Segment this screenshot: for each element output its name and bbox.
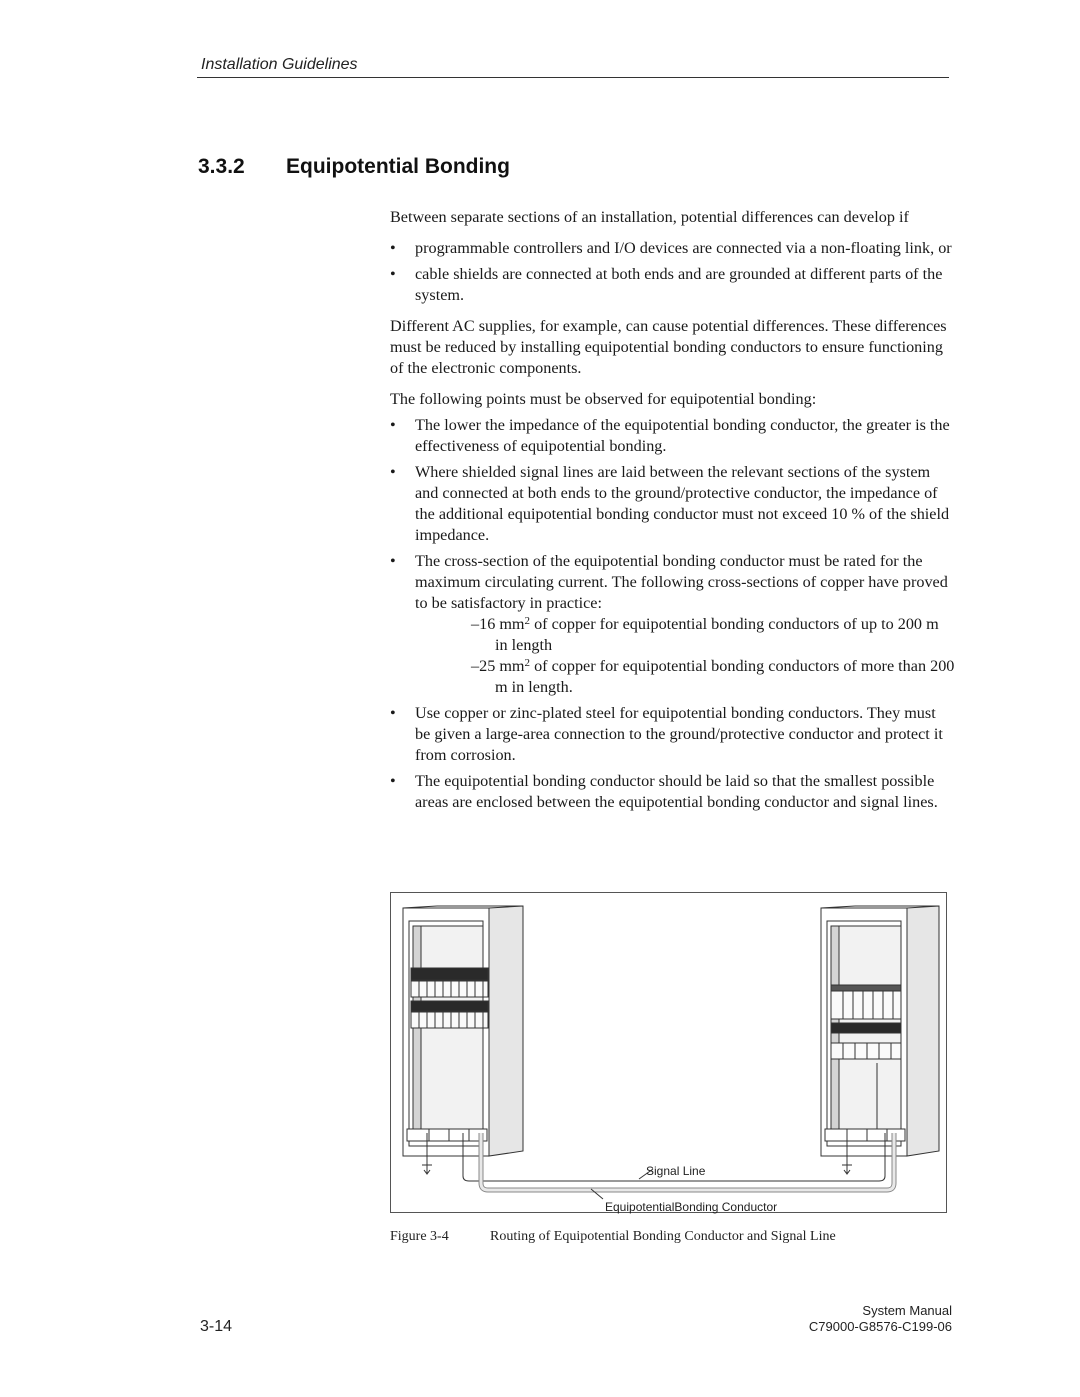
- paragraph-ac-supplies: Different AC supplies, for example, can cause potential differences. These differences must be reduced by installing equipotential bonding conductors to ensure functioning of the electronic components.: [390, 317, 947, 377]
- page-number: 3-14: [200, 1318, 233, 1335]
- sub-list-item: [415, 656, 955, 698]
- caption-number: Figure 3-4: [390, 1229, 449, 1244]
- doc-number: C79000-G8576-C199-06: [808, 1319, 952, 1334]
- running-header: Installation Guidelines: [201, 56, 358, 73]
- list-item-text: Where shielded signal lines are laid between the relevant sections of the system and connected at both ends to the ground/protective conductor, the impedance of the additional equipotential bonding conductor must not exceed 10 % of the shield impedance.: [415, 463, 950, 544]
- sub-item-text: of copper for equipotential bonding conductors of more than 200 m in length.: [495, 657, 955, 696]
- figure-caption: [390, 1229, 836, 1245]
- sub-item-prefix: –16 mm: [471, 615, 525, 633]
- list-item: [390, 771, 955, 813]
- manual-title: System Manual: [862, 1303, 952, 1318]
- list-item: [390, 551, 955, 698]
- bullet-icon: •: [390, 239, 396, 257]
- sub-item-text: of copper for equipotential bonding conductors of up to 200 m in length: [495, 615, 939, 654]
- section-heading: [198, 155, 510, 179]
- list-item-text: programmable controllers and I/O devices are connected via a non-floating link, or: [415, 239, 952, 257]
- bullet-icon: •: [390, 416, 396, 434]
- list-item-text: cable shields are connected at both ends and are grounded at different parts of the system.: [415, 265, 943, 304]
- list-item-text: The cross-section of the equipotential bonding conductor must be rated for the maximum circulating current. The following cross-sections of copper have proved to be satisfactory in practice:: [415, 552, 948, 612]
- list-item: [390, 238, 955, 259]
- section-number: 3.3.2: [198, 155, 245, 178]
- list-item: [390, 703, 955, 766]
- list-item-text: The equipotential bonding conductor should be laid so that the smallest possible areas are enclosed between the equipotential bonding conductor and signal lines.: [415, 772, 938, 811]
- section-title: Equipotential Bonding: [286, 155, 510, 178]
- figure-box: [390, 892, 947, 1213]
- paragraph-points: The following points must be observed for equipotential bonding:: [390, 390, 817, 408]
- list-item: [390, 264, 955, 306]
- superscript: 2: [524, 615, 531, 627]
- bullet-icon: •: [390, 265, 396, 283]
- list-item-text: The lower the impedance of the equipotential bonding conductor, the greater is the effectiveness of equipotential bonding.: [415, 416, 950, 455]
- right-cabinet: [821, 906, 939, 1174]
- bullet-icon: •: [390, 552, 396, 570]
- list-item-text: Use copper or zinc-plated steel for equipotential bonding conductors. They must be given a large-area connection to the ground/protective conductor and protect it from corrosion.: [415, 704, 943, 764]
- bullet-icon: •: [390, 463, 396, 481]
- bullet-icon: •: [390, 772, 396, 790]
- body-text: [390, 207, 955, 818]
- bonding-conductor-label: EquipotentialBonding Conductor: [605, 1200, 778, 1214]
- bullet-icon: •: [390, 704, 396, 722]
- intro-paragraph: Between separate sections of an installation, potential differences can develop if: [390, 208, 909, 226]
- footer-right: [809, 1303, 952, 1335]
- list-item: [390, 462, 955, 546]
- signal-line-label: Signal Line: [646, 1164, 706, 1178]
- sub-item-prefix: –25 mm: [471, 657, 525, 675]
- superscript: 2: [524, 657, 531, 669]
- list-item: [390, 415, 955, 457]
- header-rule: [197, 77, 949, 78]
- caption-text: Routing of Equipotential Bonding Conductor and Signal Line: [490, 1229, 836, 1244]
- sub-list-item: [415, 614, 955, 656]
